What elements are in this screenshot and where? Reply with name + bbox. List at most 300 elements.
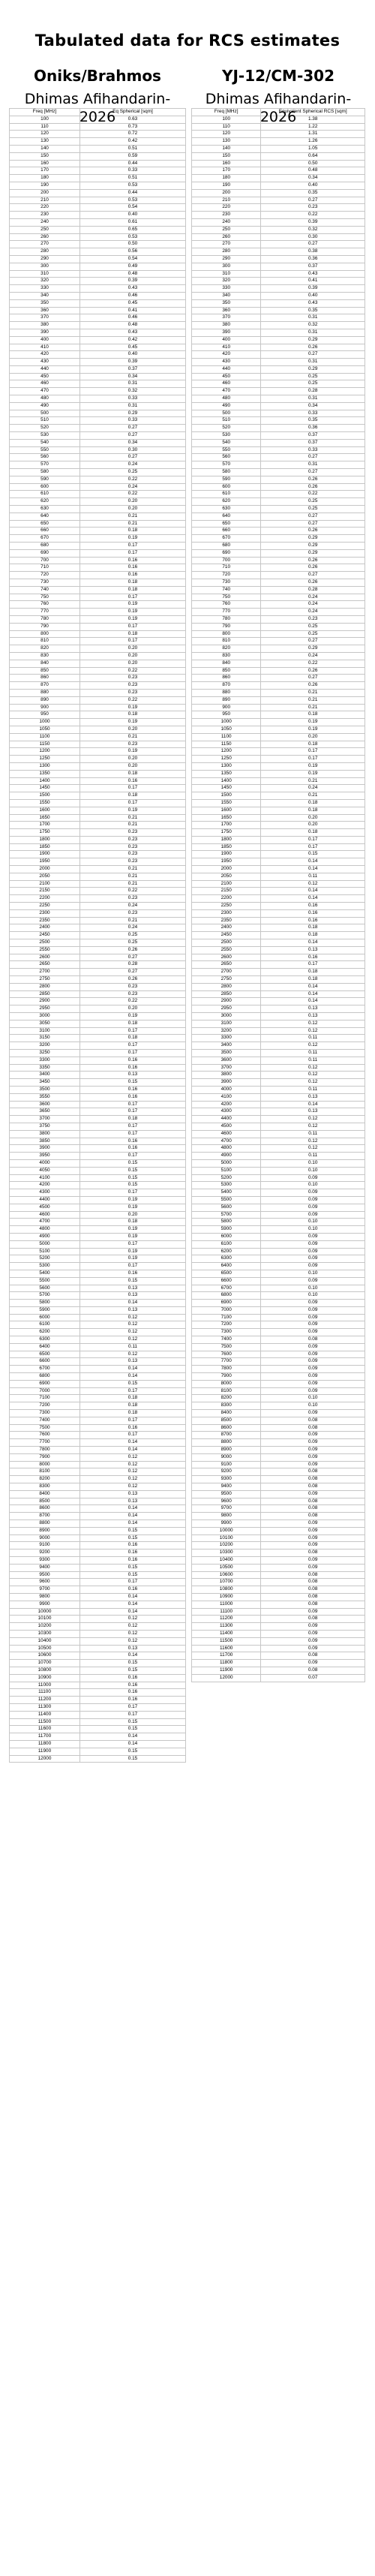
freq-cell: 10200 — [10, 1623, 80, 1631]
rcs-cell: 0.17 — [80, 549, 186, 557]
freq-cell: 7600 — [10, 1432, 80, 1439]
table-row — [10, 1277, 186, 1285]
rcs-cell: 0.51 — [80, 175, 186, 182]
table-row — [10, 572, 186, 579]
oniks-brahmos-title: Oniks/Brahmos — [34, 67, 161, 85]
freq-cell: 10000 — [10, 1608, 80, 1616]
rcs-cell: 0.19 — [261, 762, 365, 770]
table-row — [192, 248, 365, 256]
freq-cell: 220 — [10, 204, 80, 212]
freq-cell: 2550 — [10, 946, 80, 954]
freq-cell: 140 — [10, 145, 80, 152]
table-row — [192, 1424, 365, 1432]
table-row — [192, 425, 365, 432]
freq-cell: 11700 — [10, 1733, 80, 1741]
table-row — [192, 711, 365, 719]
rcs-cell: 0.25 — [261, 623, 365, 630]
rcs-cell: 0.10 — [261, 1167, 365, 1174]
table-row — [10, 1453, 186, 1461]
freq-cell: 670 — [192, 535, 261, 543]
rcs-cell: 0.15 — [80, 1667, 186, 1674]
rcs-cell: 0.12 — [261, 1138, 365, 1145]
table-row — [10, 1108, 186, 1116]
freq-cell: 8100 — [192, 1387, 261, 1395]
table-row — [10, 623, 186, 630]
freq-cell: 7600 — [192, 1351, 261, 1358]
freq-cell: 2400 — [10, 924, 80, 932]
freq-cell: 880 — [192, 689, 261, 696]
rcs-cell: 0.21 — [261, 689, 365, 696]
table-row — [192, 1035, 365, 1042]
table-row — [192, 402, 365, 410]
freq-cell: 3050 — [10, 1020, 80, 1027]
rcs-cell: 0.46 — [80, 314, 186, 322]
rcs-cell: 0.26 — [261, 667, 365, 675]
rcs-cell: 0.10 — [261, 1219, 365, 1226]
table-row — [192, 623, 365, 630]
freq-cell: 8700 — [10, 1513, 80, 1520]
freq-cell: 1650 — [10, 814, 80, 822]
freq-cell: 9600 — [10, 1579, 80, 1586]
freq-cell: 120 — [192, 131, 261, 138]
rcs-cell: 0.34 — [80, 439, 186, 446]
freq-cell: 11400 — [192, 1630, 261, 1637]
rcs-cell: 0.11 — [261, 1057, 365, 1064]
rcs-cell: 0.42 — [80, 336, 186, 344]
table-row — [10, 329, 186, 336]
freq-cell: 470 — [192, 388, 261, 395]
freq-cell: 620 — [192, 498, 261, 506]
table-row — [192, 909, 365, 917]
oniks-brahmos-rcs-table — [9, 108, 186, 1763]
rcs-cell: 0.16 — [80, 1424, 186, 1432]
rcs-cell: 0.18 — [80, 630, 186, 638]
rcs-cell: 0.09 — [261, 1645, 365, 1652]
freq-cell: 240 — [10, 218, 80, 226]
table-row — [10, 299, 186, 307]
table-row — [192, 307, 365, 314]
rcs-cell: 0.14 — [80, 1608, 186, 1616]
freq-cell: 550 — [192, 446, 261, 454]
rcs-cell: 0.29 — [261, 365, 365, 373]
freq-cell: 680 — [10, 543, 80, 550]
table-row — [192, 895, 365, 903]
rcs-cell: 0.17 — [80, 1579, 186, 1586]
freq-cell: 2000 — [10, 866, 80, 873]
rcs-cell: 0.15 — [80, 1079, 186, 1087]
rcs-cell: 0.16 — [261, 954, 365, 961]
rcs-cell: 0.36 — [261, 255, 365, 263]
table-row — [10, 932, 186, 939]
table-row — [10, 903, 186, 910]
freq-cell: 1100 — [192, 733, 261, 741]
table-row — [192, 197, 365, 204]
table-row — [10, 461, 186, 469]
freq-cell: 9900 — [10, 1601, 80, 1608]
table-row — [10, 498, 186, 506]
freq-cell: 130 — [192, 138, 261, 146]
rcs-cell: 0.16 — [80, 1093, 186, 1101]
freq-cell: 200 — [192, 189, 261, 197]
table-row — [192, 469, 365, 476]
table-row — [192, 1042, 365, 1050]
rcs-cell: 0.39 — [80, 359, 186, 366]
table-row — [192, 601, 365, 609]
rcs-cell: 0.27 — [261, 572, 365, 579]
table-row — [10, 1116, 186, 1123]
rcs-cell: 0.09 — [261, 1564, 365, 1571]
freq-cell: 9400 — [10, 1564, 80, 1571]
table-row — [10, 1395, 186, 1402]
table-row — [192, 770, 365, 777]
freq-cell: 830 — [10, 652, 80, 660]
table-row — [10, 615, 186, 623]
table-row — [10, 1123, 186, 1130]
freq-cell: 6300 — [192, 1255, 261, 1263]
rcs-cell: 0.27 — [80, 454, 186, 461]
table-row — [10, 476, 186, 483]
table-row — [192, 1336, 365, 1344]
freq-cell: 6400 — [10, 1343, 80, 1351]
freq-cell: 780 — [10, 615, 80, 623]
freq-cell: 3100 — [10, 1027, 80, 1035]
table-row — [10, 1498, 186, 1505]
freq-cell: 6700 — [192, 1285, 261, 1292]
rcs-cell: 0.19 — [261, 770, 365, 777]
rcs-cell: 0.33 — [80, 167, 186, 175]
table-row — [10, 549, 186, 557]
table-row — [10, 1527, 186, 1534]
table-row — [10, 1755, 186, 1763]
freq-cell: 10700 — [192, 1579, 261, 1586]
rcs-cell: 0.13 — [80, 1490, 186, 1498]
rcs-cell: 0.21 — [80, 520, 186, 528]
rcs-cell: 0.14 — [80, 1520, 186, 1528]
table-row — [192, 1182, 365, 1189]
rcs-cell: 0.09 — [261, 1373, 365, 1381]
table-row — [192, 579, 365, 587]
freq-cell: 8400 — [192, 1410, 261, 1417]
rcs-cell: 0.19 — [80, 1226, 186, 1234]
table-row — [10, 601, 186, 609]
freq-cell: 150 — [192, 152, 261, 160]
table-row — [10, 1153, 186, 1160]
freq-cell: 240 — [192, 218, 261, 226]
freq-cell: 1950 — [192, 858, 261, 866]
table-row — [10, 314, 186, 322]
freq-cell: 690 — [192, 549, 261, 557]
freq-cell: 650 — [192, 520, 261, 528]
rcs-cell: 0.10 — [261, 1395, 365, 1402]
rcs-cell: 0.12 — [261, 1064, 365, 1072]
freq-cell: 450 — [10, 373, 80, 380]
table-row — [192, 1556, 365, 1564]
freq-cell: 300 — [10, 263, 80, 270]
rcs-cell: 0.13 — [261, 1005, 365, 1013]
rcs-cell: 0.16 — [80, 1674, 186, 1682]
table-row — [10, 888, 186, 895]
table-row — [192, 491, 365, 498]
rcs-cell: 0.35 — [261, 189, 365, 197]
rcs-cell: 0.17 — [80, 1050, 186, 1057]
table-row — [192, 483, 365, 491]
rcs-cell: 0.09 — [261, 1300, 365, 1307]
table-row — [192, 748, 365, 756]
table-row — [192, 1174, 365, 1182]
freq-cell: 510 — [10, 417, 80, 425]
freq-cell: 6500 — [192, 1270, 261, 1277]
rcs-cell: 0.21 — [261, 777, 365, 785]
table-row — [10, 939, 186, 947]
rcs-cell: 0.09 — [261, 1343, 365, 1351]
freq-cell: 9700 — [10, 1586, 80, 1594]
rcs-cell: 0.27 — [261, 197, 365, 204]
table-row — [10, 446, 186, 454]
rcs-cell: 0.24 — [261, 652, 365, 660]
freq-column-header: Freq [MHz] — [10, 109, 80, 116]
table-row — [192, 638, 365, 645]
table-row — [192, 1513, 365, 1520]
rcs-cell: 0.09 — [261, 1358, 365, 1366]
freq-cell: 510 — [192, 417, 261, 425]
freq-cell: 5700 — [10, 1292, 80, 1300]
freq-cell: 5800 — [192, 1219, 261, 1226]
rcs-cell: 0.15 — [80, 1167, 186, 1174]
table-row — [10, 528, 186, 535]
table-row — [192, 946, 365, 954]
table-row — [192, 630, 365, 638]
table-row — [10, 756, 186, 763]
table-row — [192, 476, 365, 483]
freq-cell: 8300 — [10, 1483, 80, 1491]
rcs-cell: 0.64 — [261, 152, 365, 160]
freq-cell: 2850 — [192, 990, 261, 998]
table-row — [10, 138, 186, 146]
rcs-cell: 0.23 — [80, 858, 186, 866]
freq-cell: 9500 — [192, 1490, 261, 1498]
freq-cell: 2800 — [192, 983, 261, 990]
table-row — [192, 1505, 365, 1513]
freq-cell: 6200 — [10, 1329, 80, 1336]
table-row — [10, 1336, 186, 1344]
freq-cell: 5200 — [192, 1174, 261, 1182]
freq-cell: 880 — [10, 689, 80, 696]
rcs-cell: 0.15 — [80, 1718, 186, 1726]
table-row — [192, 903, 365, 910]
rcs-cell: 0.17 — [80, 1387, 186, 1395]
table-row — [10, 866, 186, 873]
rcs-cell: 0.23 — [80, 851, 186, 858]
table-row — [10, 557, 186, 564]
freq-cell: 850 — [192, 667, 261, 675]
table-row — [192, 1586, 365, 1594]
table-row — [10, 1042, 186, 1050]
freq-cell: 390 — [10, 329, 80, 336]
rcs-cell: 0.14 — [80, 1601, 186, 1608]
rcs-cell: 0.18 — [261, 976, 365, 984]
table-row — [192, 1534, 365, 1542]
rcs-cell: 0.32 — [261, 226, 365, 233]
table-row — [192, 976, 365, 984]
freq-cell: 320 — [192, 278, 261, 285]
table-row — [10, 1093, 186, 1101]
table-row — [10, 564, 186, 572]
rcs-cell: 0.25 — [261, 380, 365, 388]
rcs-cell: 0.14 — [80, 1439, 186, 1447]
table-row — [192, 1410, 365, 1417]
rcs-cell: 0.16 — [80, 1689, 186, 1697]
freq-cell: 4600 — [10, 1211, 80, 1219]
freq-cell: 2600 — [10, 954, 80, 961]
freq-cell: 11600 — [10, 1726, 80, 1733]
rcs-cell: 0.35 — [261, 307, 365, 314]
table-row — [10, 594, 186, 601]
freq-cell: 410 — [10, 344, 80, 351]
table-row — [192, 1079, 365, 1087]
freq-cell: 6600 — [10, 1358, 80, 1366]
freq-cell: 800 — [192, 630, 261, 638]
freq-cell: 7800 — [10, 1447, 80, 1454]
rcs-cell: 0.22 — [261, 212, 365, 219]
freq-cell: 430 — [10, 359, 80, 366]
table-row — [192, 292, 365, 299]
table-row — [10, 1329, 186, 1336]
rcs-cell: 0.17 — [261, 748, 365, 756]
table-row — [192, 1145, 365, 1153]
freq-cell: 7200 — [192, 1321, 261, 1329]
freq-cell: 5600 — [10, 1285, 80, 1292]
freq-cell: 2150 — [10, 888, 80, 895]
table-row — [192, 888, 365, 895]
freq-cell: 1050 — [192, 726, 261, 733]
rcs-cell: 0.44 — [80, 160, 186, 167]
table-row — [10, 719, 186, 726]
rcs-cell: 0.15 — [80, 1534, 186, 1542]
freq-cell: 8200 — [192, 1395, 261, 1402]
rcs-cell: 0.40 — [261, 292, 365, 299]
table-row — [192, 1630, 365, 1637]
rcs-cell: 0.23 — [80, 682, 186, 690]
table-row — [10, 1652, 186, 1660]
freq-cell: 100 — [192, 116, 261, 123]
freq-cell: 11200 — [10, 1697, 80, 1704]
rcs-cell: 0.12 — [261, 1042, 365, 1050]
rcs-cell: 0.09 — [261, 1380, 365, 1387]
freq-cell: 750 — [192, 594, 261, 601]
table-row — [192, 182, 365, 189]
table-row — [192, 1608, 365, 1616]
freq-cell: 5000 — [192, 1159, 261, 1167]
rcs-cell: 0.14 — [80, 1505, 186, 1513]
table-row — [10, 1086, 186, 1093]
freq-cell: 370 — [192, 314, 261, 322]
table-row — [192, 1211, 365, 1219]
rcs-cell: 0.16 — [261, 909, 365, 917]
table-row — [10, 1204, 186, 1211]
rcs-cell: 0.08 — [261, 1513, 365, 1520]
rcs-cell: 0.27 — [80, 425, 186, 432]
table-row — [10, 160, 186, 167]
rcs-cell: 0.12 — [80, 1329, 186, 1336]
freq-cell: 170 — [10, 167, 80, 175]
freq-cell: 9800 — [10, 1593, 80, 1601]
rcs-cell: 0.33 — [80, 417, 186, 425]
table-row — [192, 543, 365, 550]
rcs-cell: 0.12 — [80, 1314, 186, 1321]
table-row — [192, 1674, 365, 1682]
freq-cell: 8000 — [10, 1461, 80, 1468]
table-row — [192, 439, 365, 446]
freq-cell: 7000 — [10, 1387, 80, 1395]
freq-cell: 9500 — [10, 1571, 80, 1579]
freq-cell: 2900 — [192, 998, 261, 1005]
rcs-cell: 0.41 — [261, 278, 365, 285]
freq-cell: 2750 — [192, 976, 261, 984]
table-row — [10, 1159, 186, 1167]
table-row — [10, 851, 186, 858]
table-row — [192, 652, 365, 660]
rcs-cell: 0.09 — [261, 1366, 365, 1373]
rcs-cell: 0.09 — [261, 1660, 365, 1667]
freq-cell: 1800 — [10, 836, 80, 843]
freq-cell: 160 — [10, 160, 80, 167]
rcs-cell: 0.09 — [261, 1306, 365, 1314]
table-row — [10, 704, 186, 711]
table-row — [10, 1079, 186, 1087]
table-row — [10, 1593, 186, 1601]
freq-cell: 10600 — [192, 1571, 261, 1579]
freq-cell: 300 — [192, 263, 261, 270]
rcs-cell: 0.15 — [80, 1755, 186, 1763]
rcs-cell: 0.27 — [261, 241, 365, 248]
rcs-cell: 0.21 — [261, 792, 365, 800]
rcs-cell: 0.19 — [80, 719, 186, 726]
rcs-cell: 0.11 — [80, 1343, 186, 1351]
freq-cell: 2200 — [192, 895, 261, 903]
rcs-cell: 0.18 — [80, 586, 186, 594]
table-row — [10, 1057, 186, 1064]
rcs-cell: 0.15 — [261, 851, 365, 858]
table-row — [192, 1542, 365, 1550]
table-row — [192, 726, 365, 733]
freq-cell: 9100 — [192, 1461, 261, 1468]
rcs-cell: 0.18 — [261, 741, 365, 748]
rcs-cell: 0.48 — [80, 270, 186, 278]
table-row — [10, 733, 186, 741]
freq-cell: 8700 — [192, 1432, 261, 1439]
freq-cell: 550 — [10, 446, 80, 454]
freq-cell: 9400 — [192, 1483, 261, 1491]
freq-cell: 11600 — [192, 1645, 261, 1652]
table-row — [10, 1248, 186, 1255]
table-row — [10, 1380, 186, 1387]
rcs-cell: 0.21 — [80, 873, 186, 880]
table-row — [192, 1520, 365, 1528]
table-row — [10, 1196, 186, 1204]
rcs-cell: 0.17 — [80, 1101, 186, 1108]
freq-cell: 9200 — [192, 1468, 261, 1476]
rcs-cell: 0.23 — [80, 689, 186, 696]
rcs-cell: 0.28 — [80, 961, 186, 969]
table-row — [10, 1550, 186, 1557]
freq-cell: 1150 — [10, 741, 80, 748]
rcs-cell: 0.08 — [261, 1505, 365, 1513]
rcs-cell: 0.11 — [261, 1050, 365, 1057]
freq-cell: 4200 — [192, 1101, 261, 1108]
rcs-cell: 0.29 — [261, 543, 365, 550]
table-row — [10, 439, 186, 446]
freq-cell: 700 — [192, 557, 261, 564]
